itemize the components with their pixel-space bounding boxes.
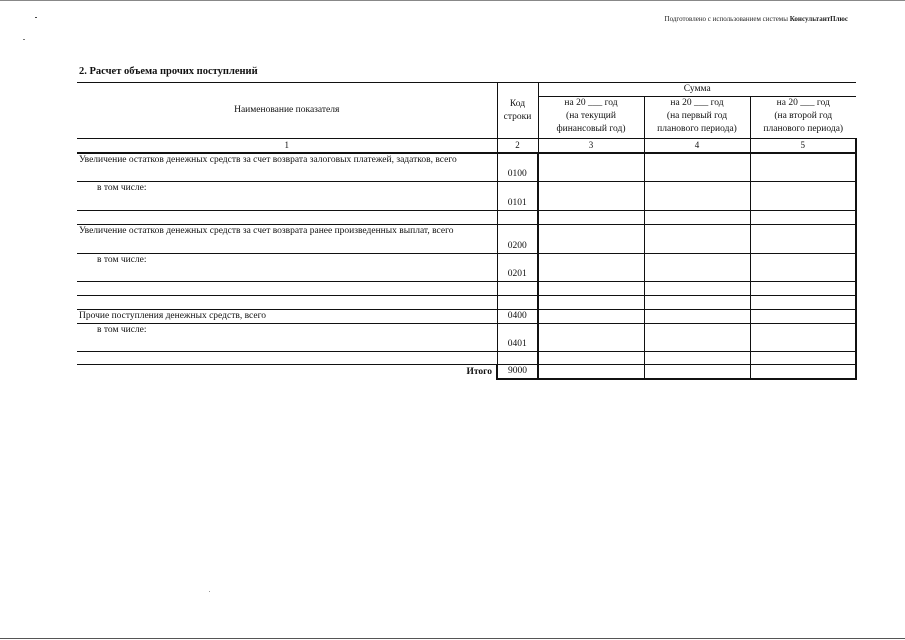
sum-header: Сумма bbox=[538, 83, 856, 97]
other-income-table bbox=[77, 82, 857, 380]
total-second-plan-cell[interactable] bbox=[750, 364, 856, 379]
scan-speck bbox=[23, 39, 25, 40]
indicator-name-header bbox=[77, 83, 497, 139]
year-col-current bbox=[538, 97, 644, 139]
empty-value-cell[interactable] bbox=[750, 351, 856, 364]
year-col-line1: на 20 ___ год bbox=[564, 98, 618, 108]
table-row bbox=[77, 210, 856, 224]
table-row bbox=[77, 224, 856, 253]
empty-value-cell[interactable] bbox=[538, 295, 644, 309]
row-0200-code: 0200 bbox=[497, 224, 538, 253]
row-code-header bbox=[497, 83, 538, 139]
row-0200-current-cell[interactable] bbox=[538, 224, 644, 253]
header-note-system: КонсультантПлюс bbox=[789, 15, 848, 23]
empty-label-cell bbox=[77, 295, 497, 309]
row-0101-second-plan-cell[interactable] bbox=[750, 181, 856, 210]
page-bottom-border bbox=[0, 638, 905, 639]
row-0101-code: 0101 bbox=[497, 181, 538, 210]
empty-code-cell bbox=[497, 295, 538, 309]
row-0101-current-cell[interactable] bbox=[538, 181, 644, 210]
row-0201-label: в том числе: bbox=[77, 253, 497, 281]
year-col-line2: (на второй год bbox=[774, 111, 833, 121]
year-col-line2: (на первый год bbox=[666, 111, 728, 121]
table-row bbox=[77, 309, 856, 323]
row-0401-first-plan-cell[interactable] bbox=[644, 323, 750, 351]
total-code: 9000 bbox=[497, 364, 538, 379]
row-0400-first-plan-cell[interactable] bbox=[644, 309, 750, 323]
total-row bbox=[77, 364, 856, 379]
empty-value-cell[interactable] bbox=[644, 351, 750, 364]
table-row bbox=[77, 253, 856, 281]
empty-value-cell[interactable] bbox=[538, 281, 644, 295]
empty-value-cell[interactable] bbox=[750, 295, 856, 309]
row-0100-current-cell[interactable] bbox=[538, 153, 644, 181]
col-number-2: 2 bbox=[497, 139, 538, 154]
year-col-line2: (на текущий bbox=[566, 111, 616, 121]
col-number-5: 5 bbox=[750, 139, 856, 154]
row-0200-second-plan-cell[interactable] bbox=[750, 224, 856, 253]
section-title: 2. Расчет объема прочих поступлений bbox=[79, 66, 258, 77]
empty-code-cell bbox=[497, 281, 538, 295]
row-0401-current-cell[interactable] bbox=[538, 323, 644, 351]
total-current-cell[interactable] bbox=[538, 364, 644, 379]
table-row bbox=[77, 351, 856, 364]
empty-value-cell[interactable] bbox=[538, 351, 644, 364]
row-0201-code: 0201 bbox=[497, 253, 538, 281]
col-number-3: 3 bbox=[538, 139, 644, 154]
empty-value-cell[interactable] bbox=[644, 281, 750, 295]
row-0400-current-cell[interactable] bbox=[538, 309, 644, 323]
scan-speck bbox=[209, 591, 210, 592]
table-row bbox=[77, 181, 856, 210]
empty-value-cell[interactable] bbox=[644, 295, 750, 309]
year-col-first-plan bbox=[644, 97, 750, 139]
row-0200-first-plan-cell[interactable] bbox=[644, 224, 750, 253]
year-col-line1: на 20 ___ год bbox=[776, 98, 830, 108]
empty-label-cell bbox=[77, 210, 497, 224]
row-0401-code: 0401 bbox=[497, 323, 538, 351]
row-0200-label: Увеличение остатков денежных средств за счет возврата ранее произведенных выплат, всего bbox=[77, 224, 497, 253]
row-0100-code: 0100 bbox=[497, 153, 538, 181]
row-code-header-line1: Код bbox=[509, 98, 526, 109]
row-0100-first-plan-cell[interactable] bbox=[644, 153, 750, 181]
empty-value-cell[interactable] bbox=[750, 281, 856, 295]
header-note bbox=[665, 15, 848, 23]
col-number-4: 4 bbox=[644, 139, 750, 154]
row-0201-second-plan-cell[interactable] bbox=[750, 253, 856, 281]
table-row bbox=[77, 295, 856, 309]
page-top-border bbox=[0, 0, 905, 1]
year-col-line1: на 20 ___ год bbox=[670, 98, 724, 108]
year-col-line3: финансовый год) bbox=[556, 124, 626, 134]
row-0401-second-plan-cell[interactable] bbox=[750, 323, 856, 351]
row-0201-current-cell[interactable] bbox=[538, 253, 644, 281]
row-0100-second-plan-cell[interactable] bbox=[750, 153, 856, 181]
row-0400-code: 0400 bbox=[497, 309, 538, 323]
year-col-line3: планового периода) bbox=[763, 124, 844, 134]
col-number-1: 1 bbox=[77, 139, 497, 154]
indicator-name-header-label: Наименование показателя bbox=[234, 105, 340, 115]
scan-speck bbox=[35, 17, 37, 18]
empty-value-cell[interactable] bbox=[750, 210, 856, 224]
empty-value-cell[interactable] bbox=[538, 210, 644, 224]
empty-value-cell[interactable] bbox=[644, 210, 750, 224]
row-0401-label: в том числе: bbox=[77, 323, 497, 351]
empty-code-cell bbox=[497, 210, 538, 224]
empty-label-cell bbox=[77, 351, 497, 364]
row-code-header-line2: строки bbox=[503, 111, 532, 122]
table-row bbox=[77, 323, 856, 351]
row-0101-first-plan-cell[interactable] bbox=[644, 181, 750, 210]
header-note-prefix: Подготовлено с использованием системы bbox=[664, 15, 790, 23]
empty-label-cell bbox=[77, 281, 497, 295]
row-0101-label: в том числе: bbox=[77, 181, 497, 210]
empty-code-cell bbox=[497, 351, 538, 364]
row-0201-first-plan-cell[interactable] bbox=[644, 253, 750, 281]
row-0400-label: Прочие поступления денежных средств, всего bbox=[77, 309, 497, 323]
row-0100-label: Увеличение остатков денежных средств за счет возврата залоговых платежей, задатков, всего bbox=[77, 153, 497, 181]
year-col-line3: планового периода) bbox=[657, 124, 737, 134]
table-row bbox=[77, 281, 856, 295]
table-row bbox=[77, 153, 856, 181]
year-col-second-plan bbox=[750, 97, 856, 139]
row-0400-second-plan-cell[interactable] bbox=[750, 309, 856, 323]
total-label: Итого bbox=[77, 364, 497, 379]
total-first-plan-cell[interactable] bbox=[644, 364, 750, 379]
